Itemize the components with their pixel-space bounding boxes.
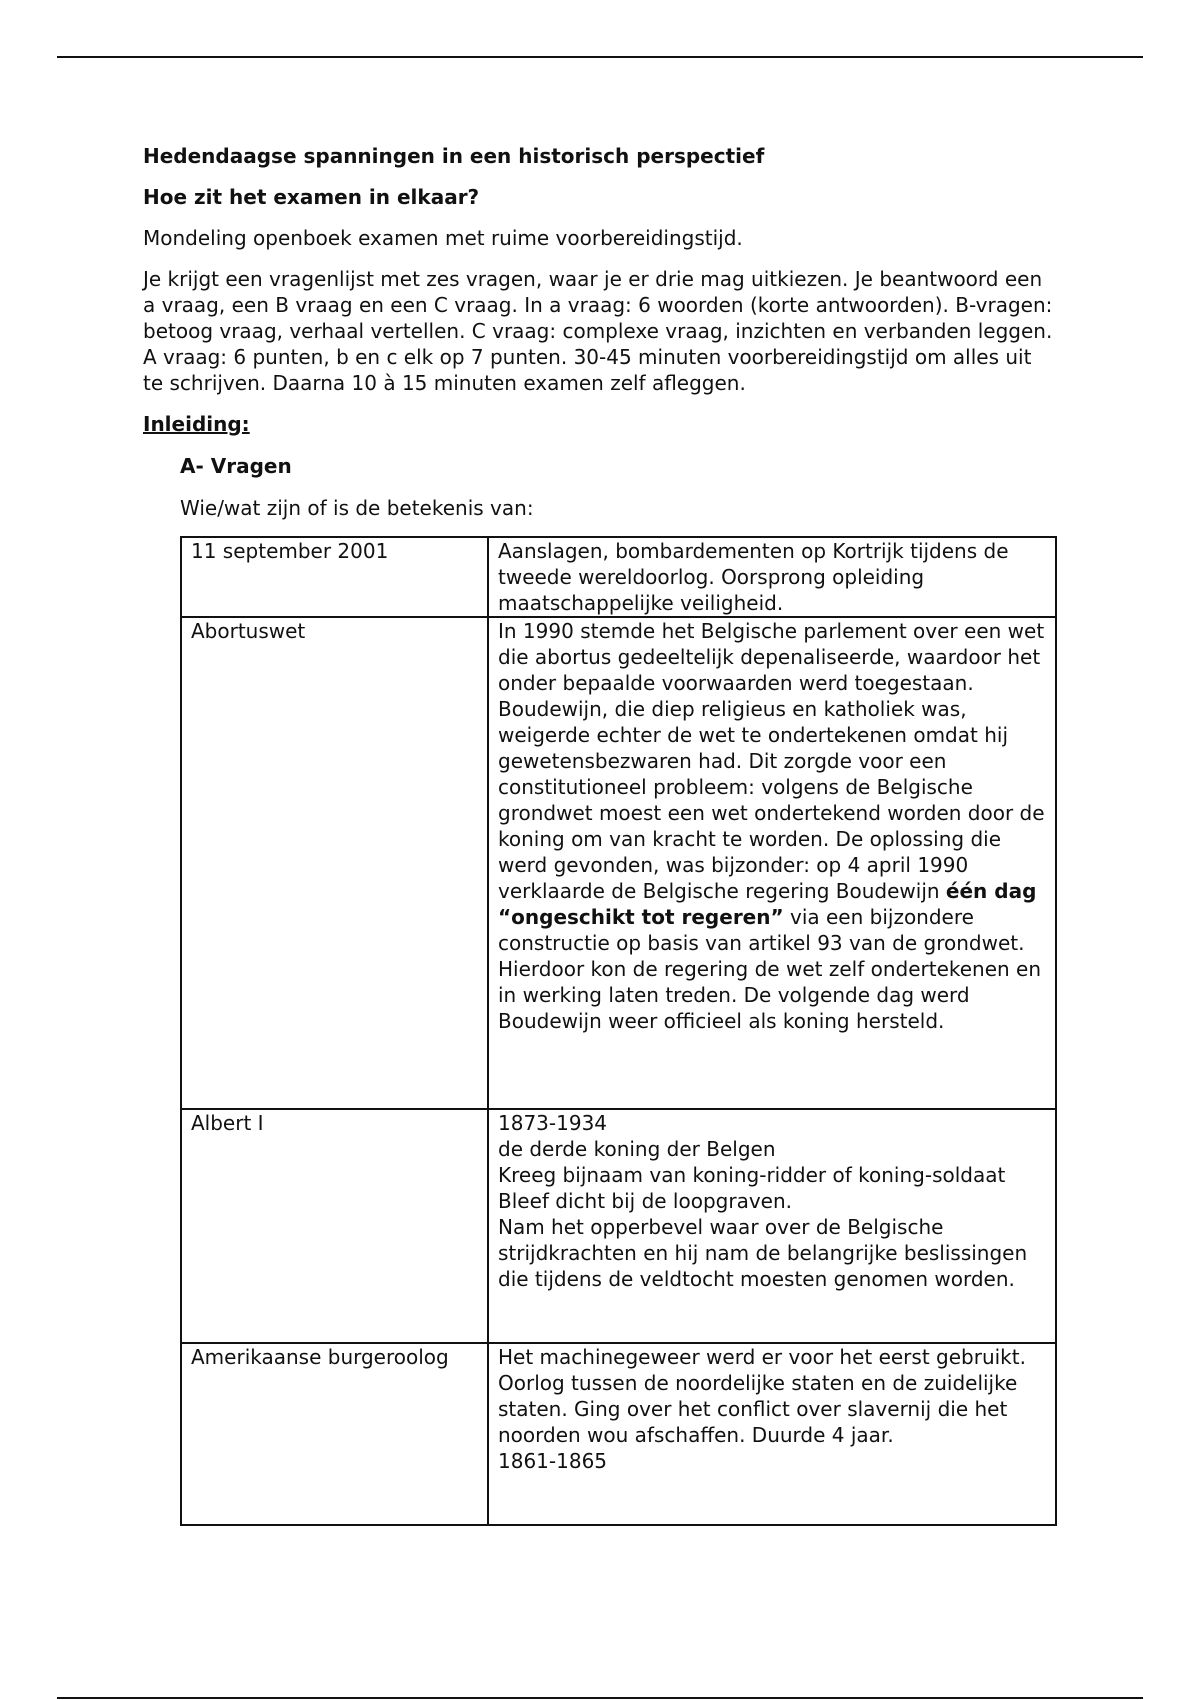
definition-emphasis: één dag “ongeschikt tot regeren”	[498, 879, 1037, 929]
term-cell: 11 september 2001	[181, 537, 488, 617]
footer-rule	[57, 1697, 1143, 1699]
definition-line: Oorlog tussen de noordelijke staten en de zuidelijke staten. Ging over het conflict over slavernij die het noorden wou afschaffen. Duurde 4 jaar.	[498, 1371, 1018, 1447]
section-heading-inleiding: Inleiding:	[143, 412, 250, 436]
definition-text: In 1990 stemde het Belgische parlement over een wet die abortus gedeeltelijk depenaliseerde, waardoor het onder bepaalde voorwaarden werd toegestaan. Boudewijn, die diep religieus en katholiek was, weigerde echter de wet te ondertekenen omdat hij gewetensbezwaren had. Dit zorgde voor een constitutioneel probleem: volgens de Belgische grondwet moest een wet ondertekend worden door de koning om van kracht te worden. De oplossing die werd gevonden, was bijzonder: op 4 april 1990 verklaarde de Belgische regering Boudewijn	[498, 619, 1045, 903]
table-row	[181, 1109, 1056, 1343]
definition-cell	[488, 1109, 1056, 1343]
definition-line: de derde koning der Belgen	[498, 1137, 776, 1161]
document-title: Hedendaagse spanningen in een historisch perspectief	[143, 144, 765, 168]
definition-line: Nam het opperbevel waar over de Belgische strijdkrachten en hij nam de belangrijke beslissingen die tijdens de veldtocht moesten genomen worden.	[498, 1215, 1028, 1291]
definition-cell	[488, 1343, 1056, 1525]
subsection-a-vragen	[180, 453, 1053, 521]
definition-cell: Aanslagen, bombardementen op Kortrijk tijdens de tweede wereldoorlog. Oorsprong opleiding maatschappelijke veiligheid.	[488, 537, 1056, 617]
document-body	[143, 143, 1053, 1526]
table-row	[181, 537, 1056, 617]
definition-line: Het machinegeweer werd er voor het eerst gebruikt.	[498, 1345, 1026, 1369]
exam-structure-heading: Hoe zit het examen in elkaar?	[143, 185, 480, 209]
definition-line: Kreeg bijnaam van koning-ridder of koning-soldaat	[498, 1163, 1006, 1187]
subsection-prompt: Wie/wat zijn of is de betekenis van:	[180, 496, 534, 520]
header-rule	[57, 56, 1143, 58]
definition-line: 1873-1934	[498, 1111, 608, 1135]
definition-cell	[488, 617, 1056, 1109]
intro-line: Mondeling openboek examen met ruime voorbereidingstijd.	[143, 226, 743, 250]
definitions-table	[180, 536, 1057, 1526]
definition-line: 1861-1865	[498, 1449, 608, 1473]
term-cell: Abortuswet	[181, 617, 488, 1109]
intro-paragraph: Je krijgt een vragenlijst met zes vragen, waar je er drie mag uitkiezen. Je beantwoord een a vraag, een B vraag en een C vraag. In a vraag: 6 woorden (korte antwoorden). B-vragen: betoog vraag, verhaal vertellen. C vraag: complexe vraag, inzichten en verbanden leggen. A vraag: 6 punten, b en c elk op 7 punten. 30-45 minuten voorbereidingstijd om alles uit te schrijven. Daarna 10 à 15 minuten examen zelf afleggen.	[143, 267, 1053, 395]
definition-text: via een bijzondere constructie op basis van artikel 93 van de grondwet. Hierdoor kon de regering de wet zelf ondertekenen en in werking laten treden. De volgende dag werd Boudewijn weer officieel als koning hersteld.	[498, 905, 1042, 1033]
subsection-heading: A- Vragen	[180, 454, 292, 478]
table-row	[181, 1343, 1056, 1525]
table-row	[181, 617, 1056, 1109]
term-cell: Amerikaanse burgeroolog	[181, 1343, 488, 1525]
term-cell: Albert I	[181, 1109, 488, 1343]
definition-line: Bleef dicht bij de loopgraven.	[498, 1189, 793, 1213]
